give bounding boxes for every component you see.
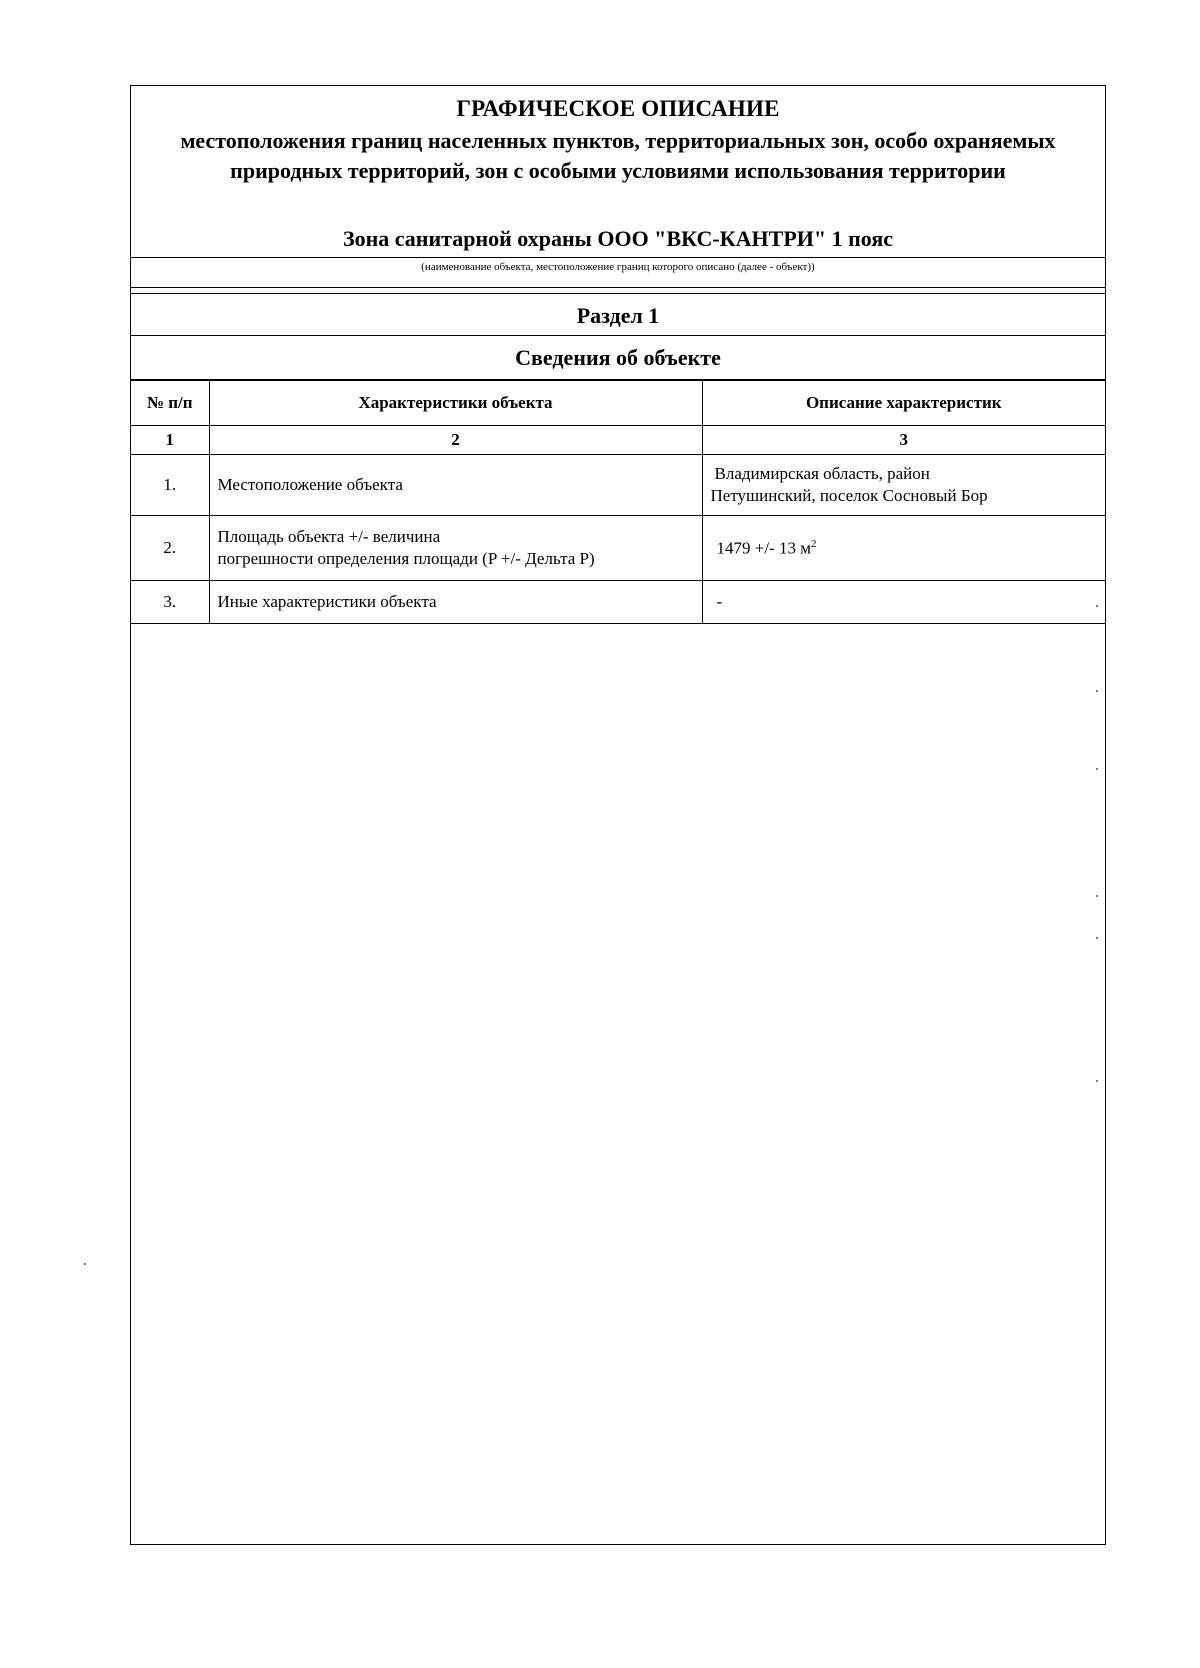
object-name: Зона санитарной охраны ООО "ВКС-КАНТРИ" 1 пояс	[342, 226, 894, 251]
document-frame	[130, 85, 1106, 1545]
table-row	[131, 455, 1105, 516]
column-number: 1	[131, 426, 209, 455]
row-description-line: Владимирская область, район	[714, 464, 930, 483]
row-characteristic: Местоположение объекта	[209, 455, 702, 516]
scan-speck	[1096, 1080, 1098, 1082]
row-characteristic: Иные характеристики объекта	[209, 581, 702, 624]
row-characteristic-line: Площадь объекта +/- величина	[217, 527, 441, 546]
scan-speck	[1096, 937, 1098, 939]
row-description-line: Петушинский, поселок Сосновый Бор	[710, 486, 988, 505]
object-name-caption: (наименование объекта, местоположение границ которого описано (далее - объект))	[131, 258, 1105, 288]
row-number: 3.	[131, 581, 209, 624]
scan-speck	[1096, 605, 1098, 607]
column-number-row	[131, 426, 1105, 455]
scan-speck	[84, 1263, 86, 1265]
area-unit-exponent: 2	[810, 537, 817, 550]
document-subtitle: местоположения границ населенных пунктов, территориальных зон, особо охраняемых природных территорий, зон с особыми условиями использования территории	[180, 128, 1056, 183]
column-number: 3	[702, 426, 1105, 455]
scan-speck	[1096, 895, 1098, 897]
area-value: 1479 +/- 13 м	[716, 538, 811, 558]
row-characteristic	[209, 516, 702, 581]
document-title: ГРАФИЧЕСКОЕ ОПИСАНИЕ	[456, 96, 780, 121]
column-number: 2	[209, 426, 702, 455]
object-info-table	[131, 380, 1105, 624]
row-number: 2.	[131, 516, 209, 581]
section-label: Раздел 1	[131, 293, 1105, 336]
table-row	[131, 516, 1105, 581]
row-description	[702, 516, 1105, 581]
scan-speck	[1096, 768, 1098, 770]
row-characteristic-line: погрешности определения площади (P +/- Дельта P)	[217, 549, 595, 568]
document-header	[131, 86, 1105, 258]
column-header-number: № п/п	[131, 381, 209, 426]
row-number: 1.	[131, 455, 209, 516]
row-description: -	[702, 581, 1105, 624]
table-header-row	[131, 381, 1105, 426]
scan-speck	[1096, 690, 1098, 692]
section-heading: Сведения об объекте	[131, 336, 1105, 380]
row-description	[702, 455, 1105, 516]
table-row	[131, 581, 1105, 624]
column-header-characteristic: Характеристики объекта	[209, 381, 702, 426]
column-header-description: Описание характеристик	[702, 381, 1105, 426]
